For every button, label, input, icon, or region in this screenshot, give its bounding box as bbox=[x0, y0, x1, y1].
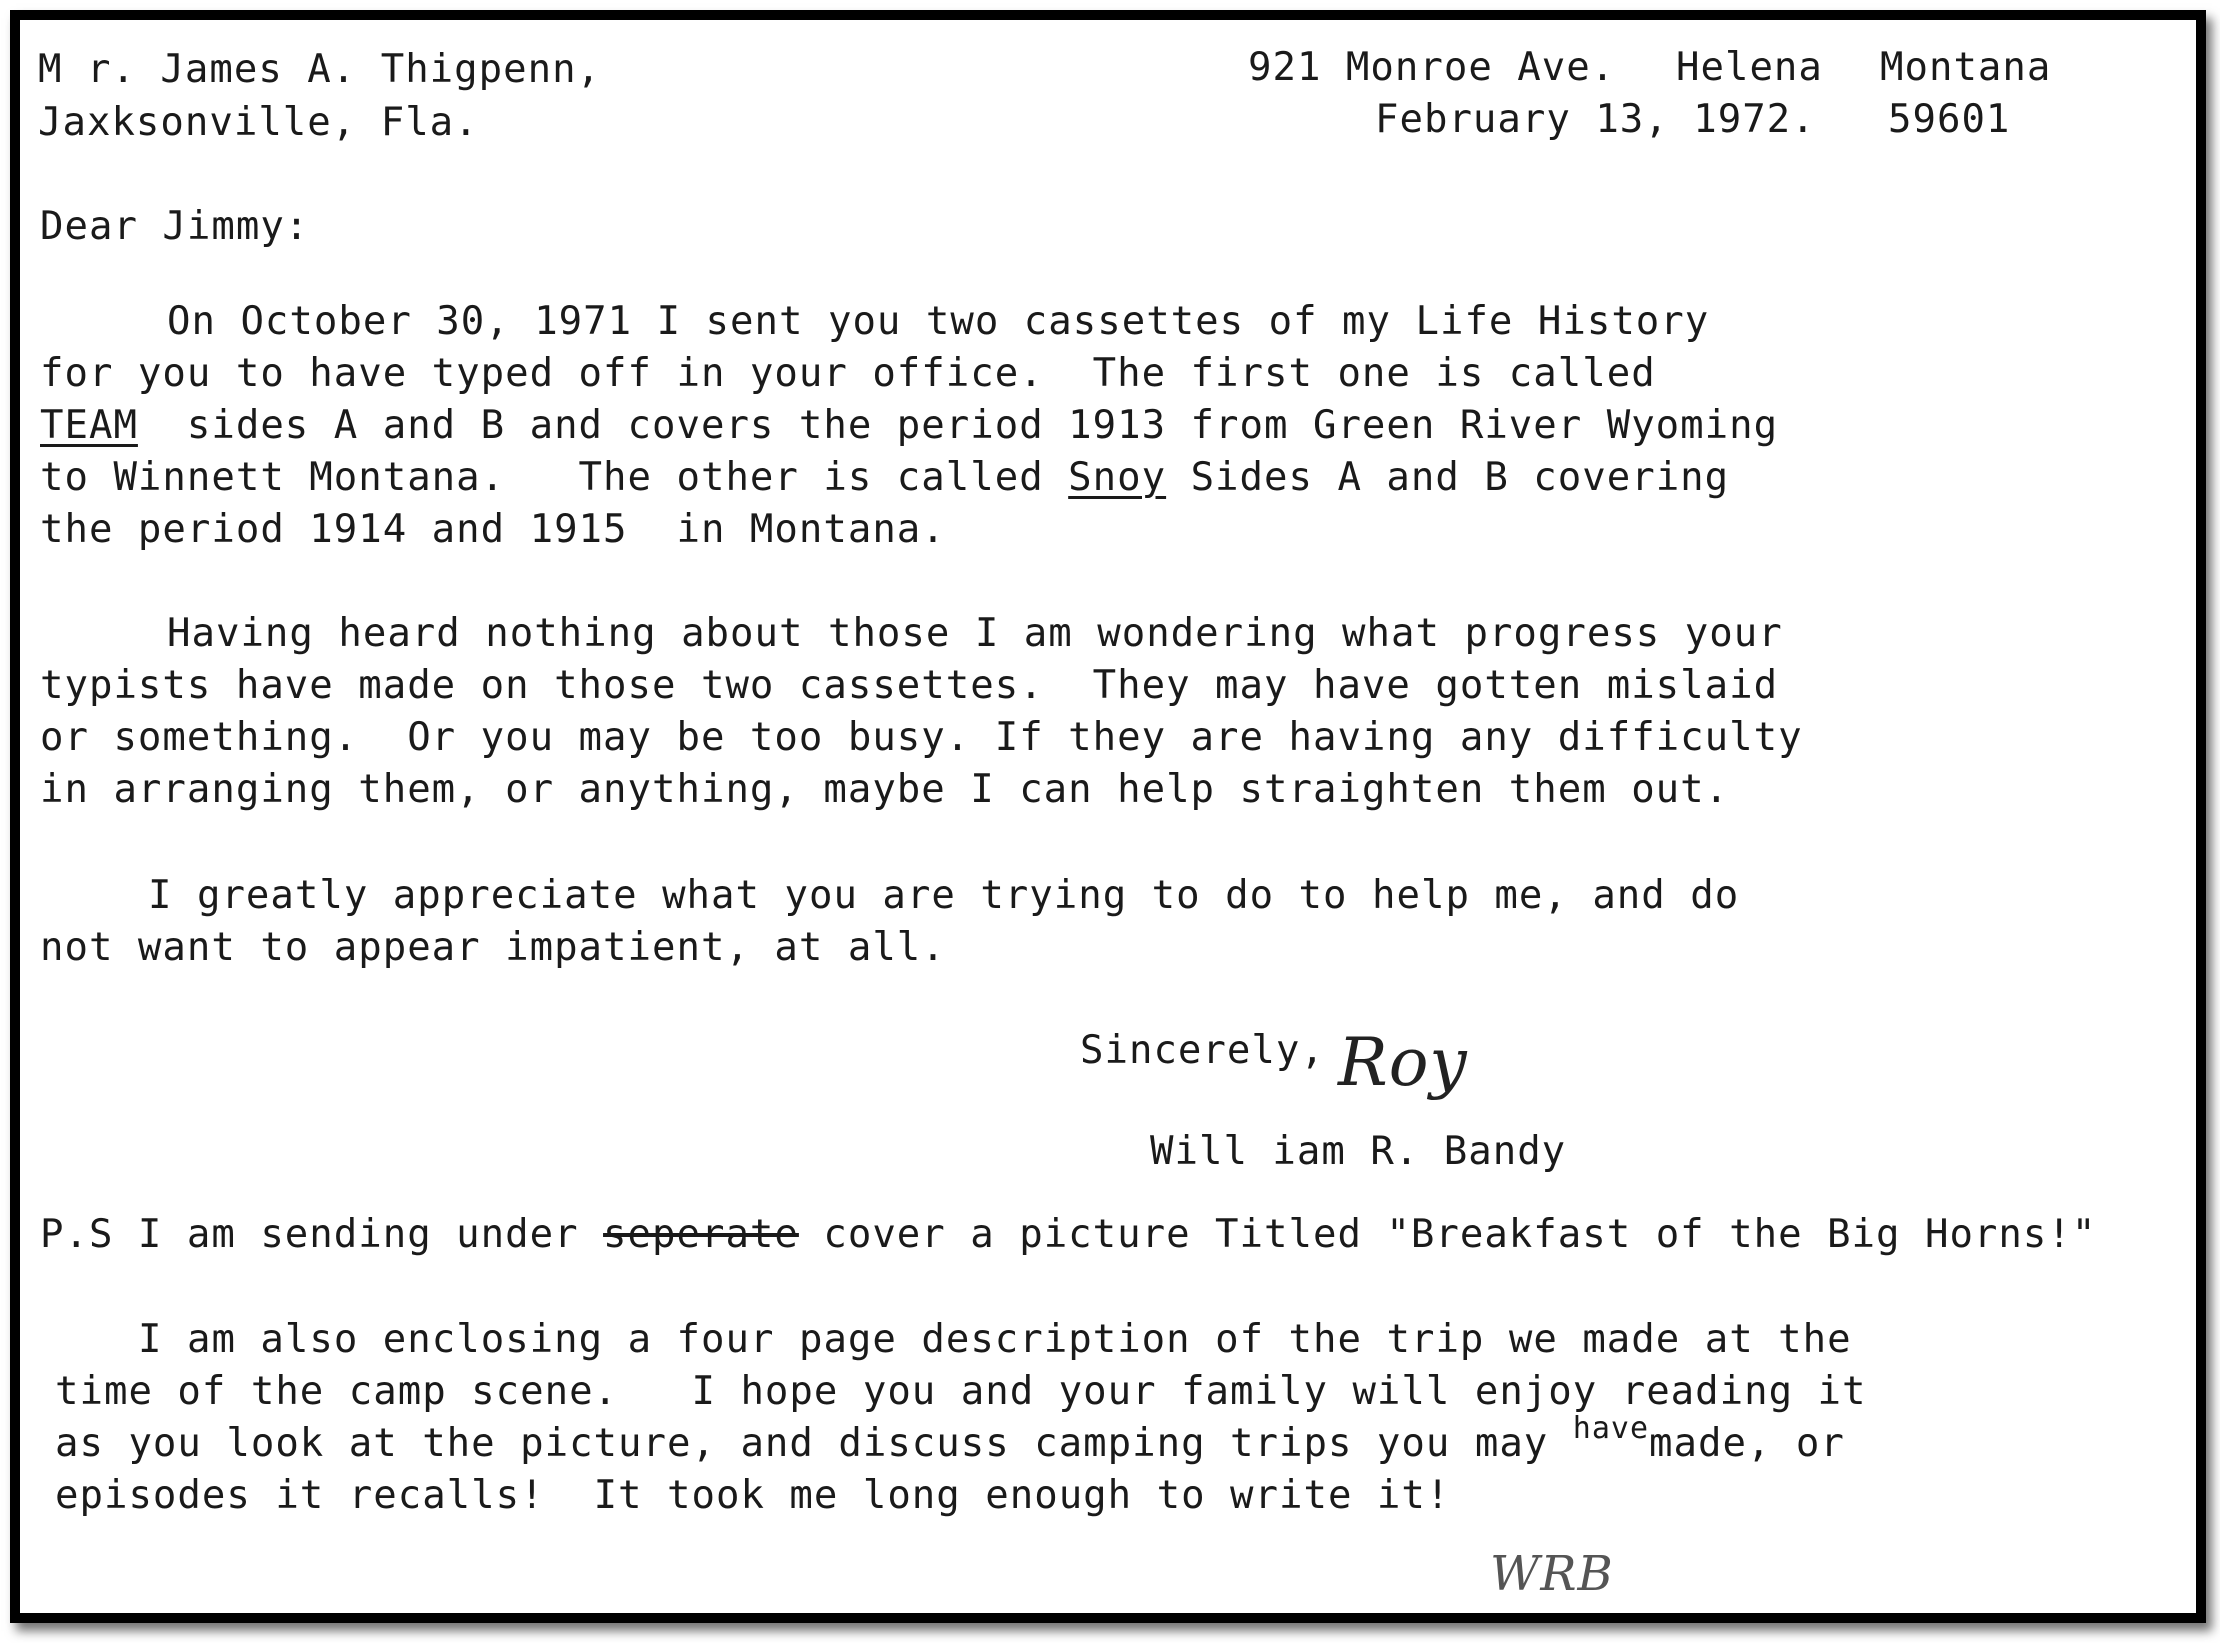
p1-line-4-b: Sides A and B covering bbox=[1166, 455, 1730, 500]
ps-a: P.S I am sending under bbox=[40, 1212, 604, 1257]
team-title: TEAM bbox=[40, 403, 138, 448]
letter-date: February 13, 1972. bbox=[1375, 97, 1816, 142]
p1-line-3 bbox=[40, 403, 1779, 448]
p2-line-1: Having heard nothing about those I am wondering what progress your bbox=[167, 611, 1783, 656]
p1-line-4 bbox=[40, 455, 1730, 500]
signature-name: Will iam R. Bandy bbox=[1150, 1129, 1567, 1174]
p3-line-2: not want to appear impatient, at all. bbox=[40, 925, 946, 970]
p1-line-2: for you to have typed off in your office. The first one is called bbox=[40, 351, 1656, 396]
sender-street: 921 Monroe Ave. bbox=[1248, 45, 1616, 90]
p4-line-2: time of the camp scene. I hope you and your family will enjoy reading it bbox=[55, 1369, 1867, 1414]
p4-line-4-b: It took me long enough to write it! bbox=[544, 1473, 1451, 1518]
p4-line-1: I am also enclosing a four page description of the trip we made at the bbox=[138, 1317, 1852, 1362]
recipient-city: Jaxksonville, Fla. bbox=[38, 100, 479, 145]
sender-city: Helena bbox=[1676, 45, 1823, 90]
snoy-title: Snoy bbox=[1068, 455, 1167, 500]
inserted-word: have bbox=[1572, 1411, 1650, 1446]
p4-line-4-a: episodes it recalls! bbox=[55, 1473, 545, 1518]
recipient-name: M r. James A. Thigpenn, bbox=[38, 47, 602, 92]
p1-line-4-a: to Winnett Montana. The other is called bbox=[40, 455, 1069, 500]
p2-line-3: or something. Or you may be too busy. If they are having any difficulty bbox=[40, 715, 1803, 760]
page-frame bbox=[10, 10, 2206, 1623]
p1-line-1: On October 30, 1971 I sent you two cassettes of my Life History bbox=[167, 299, 1710, 344]
initials-wrb: WRB bbox=[1490, 1546, 1614, 1602]
p2-line-4: in arranging them, or anything, maybe I can help straighten them out. bbox=[40, 767, 1730, 812]
sender-zip: 59601 bbox=[1888, 97, 2011, 142]
postscript-line bbox=[40, 1212, 2097, 1257]
p4-line-3-a: as you look at the picture, and discuss camping trips you may bbox=[55, 1421, 1573, 1466]
p4-line-4 bbox=[55, 1473, 1451, 1518]
salutation: Dear Jimmy: bbox=[40, 204, 310, 249]
p1-line-5: the period 1914 and 1915 in Montana. bbox=[40, 507, 946, 552]
p2-line-2: typists have made on those two cassettes. They may have gotten mislaid bbox=[40, 663, 1779, 708]
closing: Sincerely, bbox=[1080, 1028, 1325, 1073]
p4-line-3 bbox=[55, 1411, 1845, 1466]
signature-roy: Roy bbox=[1338, 1024, 1468, 1101]
p4-line-3-b: made, or bbox=[1649, 1421, 1845, 1466]
p3-line-1: I greatly appreciate what you are trying to do to help me, and do bbox=[148, 873, 1740, 918]
letter bbox=[20, 20, 2196, 1613]
sender-state: Montana bbox=[1880, 45, 2052, 90]
ps-struck-word: seperate bbox=[603, 1212, 799, 1257]
ps-b: cover a picture Titled "Breakfast of the Big Horns!" bbox=[798, 1212, 2097, 1257]
p1-line-3-rest: sides A and B and covers the period 1913 from Green River Wyoming bbox=[137, 403, 1779, 448]
